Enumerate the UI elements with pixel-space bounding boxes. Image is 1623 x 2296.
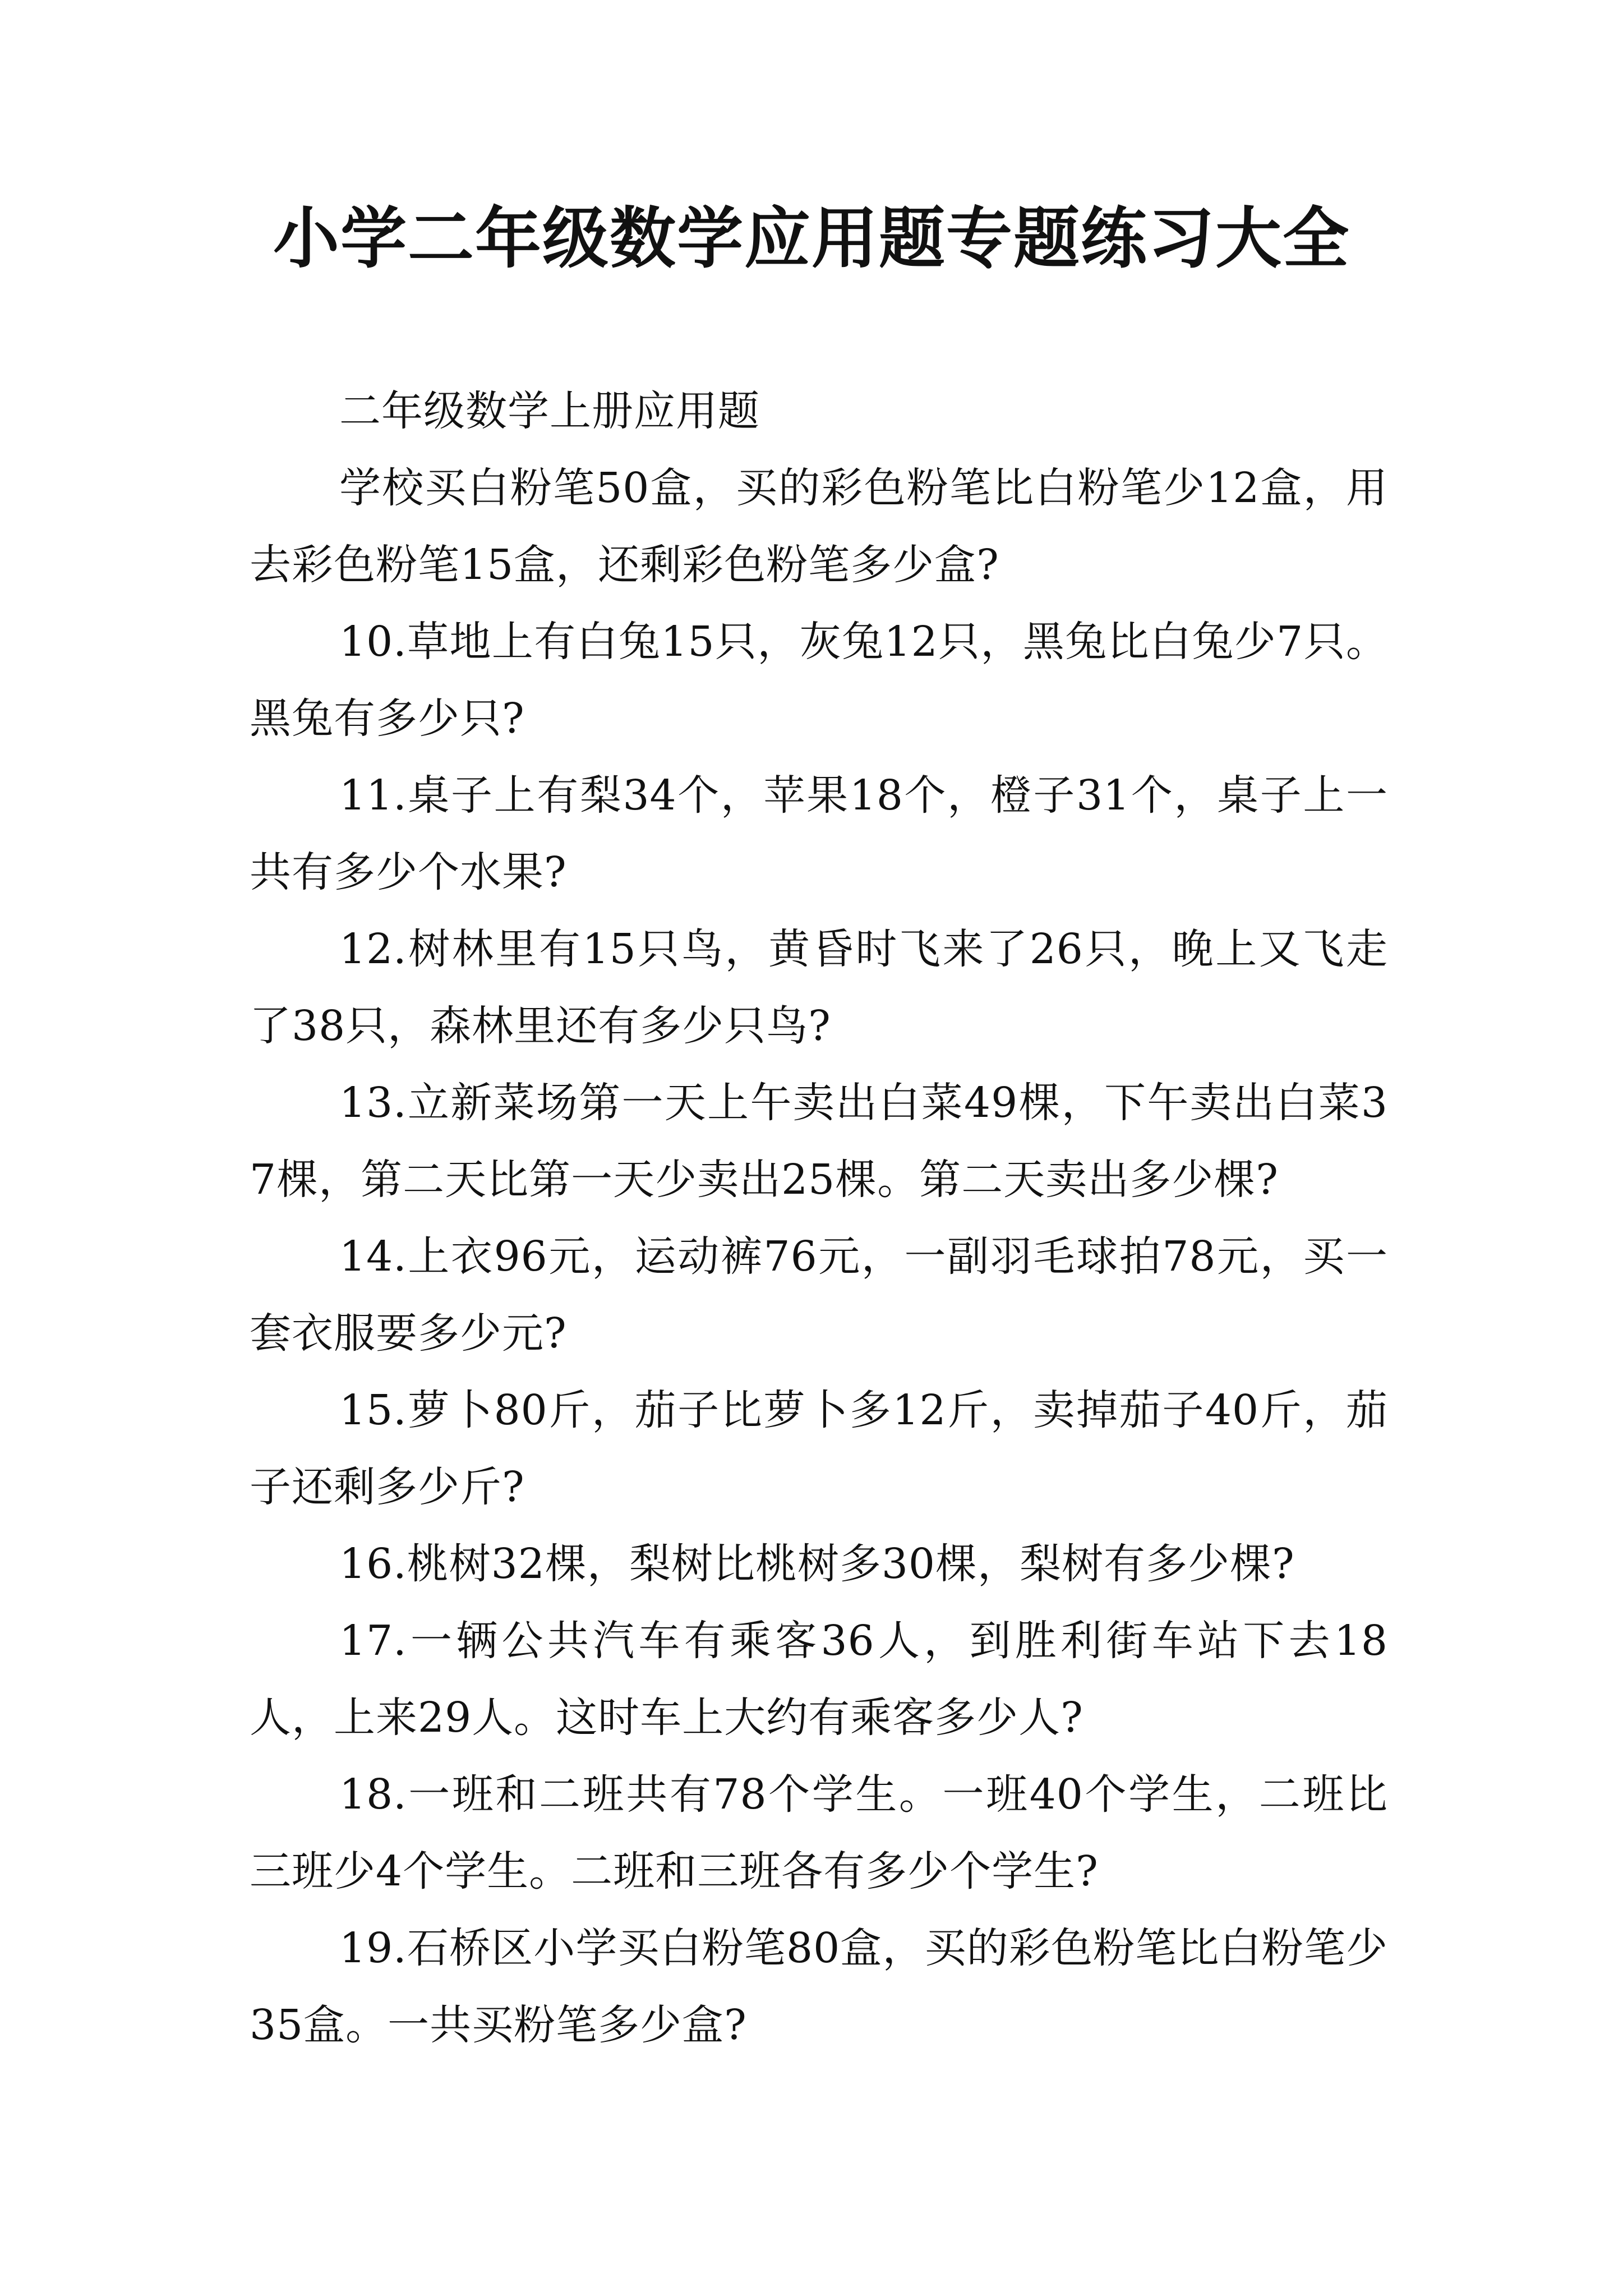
problem-paragraph: 12.树林里有15只鸟，黄昏时飞来了26只，晚上又飞走了38只，森林里还有多少只鸟? [250,925,1388,1050]
problem-paragraph: 14.上衣96元，运动裤76元，一副羽毛球拍78元，买一套衣服要多少元? [250,1232,1388,1358]
document-body [250,373,1388,2064]
section-heading: 二年级数学上册应用题 [339,387,760,435]
problem-paragraph: 19.石桥区小学买白粉笔80盒，买的彩色粉笔比白粉笔少35盒。一共买粉笔多少盒? [250,1924,1388,2049]
problem-paragraph: 学校买白粉笔50盒，买的彩色粉笔比白粉笔少12盒，用去彩色粉笔15盒，还剩彩色粉笔多少盒? [250,464,1388,589]
document-title: 小学二年级数学应用题专题练习大全 [273,199,1350,277]
problem-paragraph: 18.一班和二班共有78个学生。一班40个学生，二班比三班少4个学生。二班和三班各有多少个学生? [250,1770,1388,1895]
problem-paragraph: 15.萝卜80斤，茄子比萝卜多12斤，卖掉茄子40斤，茄子还剩多少斤? [250,1386,1388,1511]
problem-paragraph: 11.桌子上有梨34个，苹果18个，橙子31个，桌子上一共有多少个水果? [250,771,1388,896]
problem-paragraph: 16.桃树32棵，梨树比桃树多30棵，梨树有多少棵? [339,1540,1295,1588]
problem-paragraph: 10.草地上有白兔15只，灰兔12只，黑兔比白兔少7只。黑兔有多少只? [250,618,1388,743]
problem-paragraph: 17.一辆公共汽车有乘客36人，到胜利街车站下去18人，上来29人。这时车上大约有乘客多少人? [250,1617,1388,1742]
problem-paragraph: 13.立新菜场第一天上午卖出白菜49棵，下午卖出白菜37棵，第二天比第一天少卖出25棵。第二天卖出多少棵? [250,1079,1388,1204]
